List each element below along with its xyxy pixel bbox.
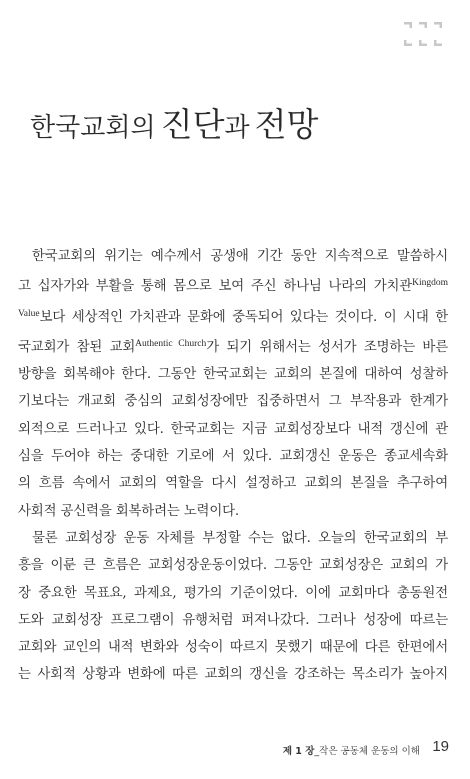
line-text: 가 되기 위해서는 성서가 조명하는 바른: [206, 339, 448, 355]
title-part-2: 진단: [160, 105, 225, 144]
corner-ornament-icon: [404, 22, 444, 48]
chapter-title: [30, 105, 319, 144]
title-part-4: 전망: [254, 105, 319, 144]
line-text: 보다 세상적인 가치관과 문화에 중독되어 있다는 것이다. 이 시대 한: [39, 309, 448, 325]
paragraph-line: 교회와 교인의 내적 변화와 성숙이 따르지 못했기 때문에 다른 한편에서: [18, 640, 448, 656]
paragraph-line: 외적으로 드러나고 있다. 한국교회는 지금 교회성장보다 내적 갱신에 관: [18, 421, 448, 437]
line-text: 고 십자가와 부활을 통해 몸으로 보여 주신 하나님 나라의 가치관: [18, 279, 413, 295]
title-part-3: 과: [224, 113, 250, 143]
paragraph-line: 사회적 공신력을 회복하려는 노력이다.: [18, 503, 239, 519]
paragraph-2: [18, 525, 448, 689]
paragraph-line: 도와 교회성장 프로그램이 유행처럼 퍼져나갔다. 그러나 성장에 따르는: [18, 612, 448, 628]
page-footer: [0, 737, 470, 761]
paragraph-line: 기보다는 개교회 중심의 교회성장에만 집중하면서 그 부작용과 한계가: [18, 394, 448, 410]
paragraph-line: 흥을 이룬 큰 흐름은 교회성장운동이었다. 그동안 교회성장은 교회의 가: [18, 558, 448, 574]
paragraph-line: 장 중요한 목표요, 과제요, 평가의 기준이었다. 이에 교회마다 총동원전: [18, 585, 448, 601]
page-number: 19: [432, 738, 449, 755]
chapter-number: 제 1 장: [282, 746, 315, 757]
paragraph-line: [18, 270, 448, 300]
english-term-kingdom: Kingdom: [412, 278, 448, 289]
line-text: 국교회가 참된 교회: [18, 339, 136, 355]
paragraph-1: [18, 243, 448, 525]
paragraph-line: [18, 331, 448, 361]
paragraph-line: 심을 두어야 하는 중대한 기로에 서 있다. 교회갱신 운동은 종교세속화: [18, 449, 448, 465]
english-term-value: Value: [18, 308, 40, 319]
chapter-title-footer: _작은 공동체 운동의 이해: [314, 746, 420, 757]
paragraph-line: [18, 301, 448, 331]
paragraph-line: 방향을 회복해야 한다. 그동안 한국교회는 교회의 본질에 대하여 성찰하: [18, 367, 448, 383]
running-footer: [283, 743, 420, 757]
english-term-authentic-church: Authentic Church: [135, 338, 207, 349]
title-part-1: 한국교회의: [30, 113, 156, 143]
paragraph-line: 는 사회적 상황과 변화에 따른 교회의 갱신을 강조하는 목소리가 높아지: [18, 667, 448, 683]
paragraph-line: 물론 교회성장 운동 자체를 부정할 수는 없다. 오늘의 한국교회의 부: [32, 530, 448, 546]
paragraph-line: 한국교회의 위기는 예수께서 공생애 기간 동안 지속적으로 말씀하시: [32, 249, 448, 264]
body-text: [18, 243, 448, 689]
paragraph-line: 의 흐름 속에서 교회의 역할을 다시 설정하고 교회의 본질을 추구하여: [18, 476, 448, 492]
